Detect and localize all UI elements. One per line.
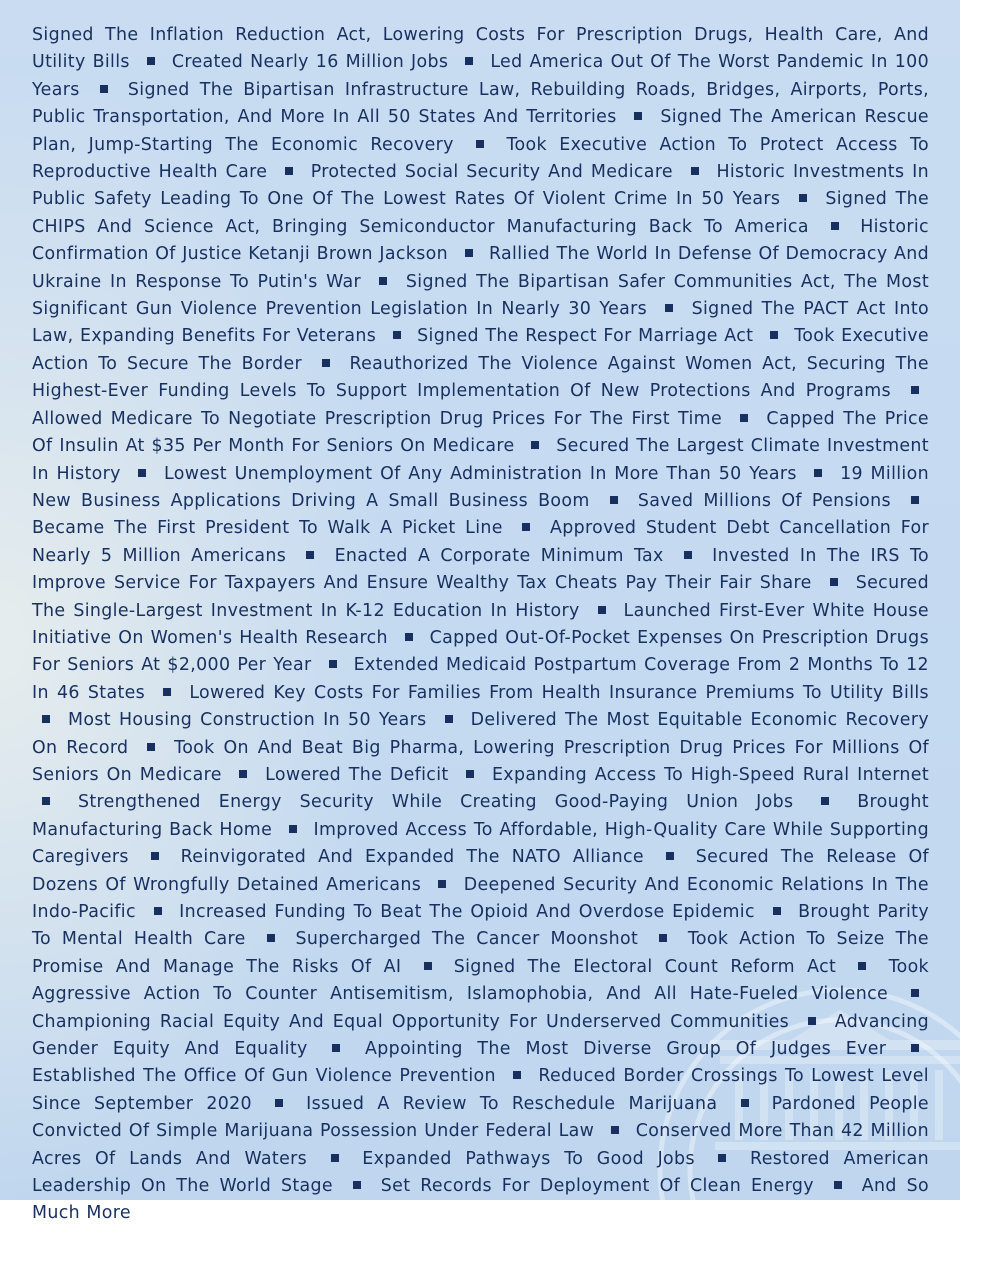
square-bullet-icon — [611, 1126, 619, 1134]
square-bullet-icon — [154, 907, 162, 915]
square-bullet-icon — [911, 496, 919, 504]
accomplishment-item: Capped Out-Of-Pocket Expenses On Prescription Drugs For Seniors At $2,000 Per Year — [32, 627, 929, 676]
accomplishment-item: Extended Medicaid Postpartum Coverage From 2 Months To 12 In 46 States — [32, 655, 929, 703]
accomplishment-item: Launched First-Ever White House Initiative On Women's Health Research — [32, 600, 929, 648]
square-bullet-icon — [830, 578, 838, 586]
square-bullet-icon — [405, 633, 413, 641]
accomplishment-item: Saved Millions Of Pensions — [637, 490, 891, 511]
square-bullet-icon — [659, 934, 667, 942]
square-bullet-icon — [331, 1154, 339, 1162]
accomplishment-item: Signed The Bipartisan Infrastructure Law, Rebuilding Roads, Bridges, Airports, Ports, Public Transportation, And More In All 50 States And Territories — [32, 79, 929, 128]
accomplishment-item: Brought Manufacturing Back Home — [32, 792, 929, 840]
square-bullet-icon — [322, 359, 330, 367]
accomplishment-item: Reauthorized The Violence Against Women Act, Securing The Highest-Ever Funding Levels To Support Implementation Of New Protections And Programs — [32, 353, 929, 402]
accomplishment-item: Invested In The IRS To Improve Service For Taxpayers And Ensure Wealthy Tax Cheats Pay Their Fair Share — [32, 545, 929, 594]
accomplishment-item: Became The First President To Walk A Picket Line — [32, 518, 503, 539]
accomplishment-item: Most Housing Construction In 50 Years — [68, 710, 427, 731]
square-bullet-icon — [684, 551, 692, 559]
square-bullet-icon — [163, 688, 171, 696]
square-bullet-icon — [329, 660, 337, 668]
accomplishment-item: Restored American Leadership On The World Stage — [32, 1148, 930, 1197]
accomplishment-item: Enacted A Corporate Minimum Tax — [334, 545, 664, 566]
accomplishment-item: Lowest Unemployment Of Any Administration In More Than 50 Years — [164, 463, 797, 484]
square-bullet-icon — [151, 852, 159, 860]
accomplishment-item: Created Nearly 16 Million Jobs — [171, 52, 449, 73]
accomplishment-item: Advancing Gender Equity And Equality — [32, 1011, 929, 1060]
square-bullet-icon — [634, 112, 642, 120]
accomplishment-item: Expanding Access To High-Speed Rural Internet — [491, 764, 929, 785]
square-bullet-icon — [665, 304, 673, 312]
square-bullet-icon — [147, 743, 155, 751]
square-bullet-icon — [831, 222, 839, 230]
square-bullet-icon — [740, 414, 748, 422]
accomplishment-item: Secured The Largest Climate Investment In History — [32, 436, 929, 484]
square-bullet-icon — [379, 277, 387, 285]
accomplishment-item: Signed The American Rescue Plan, Jump-Starting The Economic Recovery — [32, 107, 929, 155]
accomplishment-item: Historic Investments In Public Safety Leading To One Of The Lowest Rates Of Violent Crime In 50 Years — [32, 162, 929, 210]
accomplishment-item: Signed The Bipartisan Safer Communities Act, The Most Significant Gun Violence Prevention Legislation In Nearly 30 Years — [32, 271, 929, 320]
square-bullet-icon — [808, 1017, 816, 1025]
accomplishment-item: Led America Out Of The Worst Pandemic In 100 Years — [32, 52, 929, 100]
square-bullet-icon — [466, 770, 474, 778]
accomplishment-item: Conserved More Than 42 Million Acres Of Lands And Waters — [32, 1121, 930, 1169]
accomplishment-item: Lowered The Deficit — [265, 764, 449, 785]
accomplishment-item: Established The Office Of Gun Violence Prevention — [32, 1066, 496, 1087]
square-bullet-icon — [718, 1154, 726, 1162]
accomplishment-item: Reduced Border Crossings To Lowest Level Since September 2020 — [32, 1066, 929, 1114]
square-bullet-icon — [770, 331, 778, 339]
square-bullet-icon — [275, 1099, 283, 1107]
accomplishment-item: Allowed Medicare To Negotiate Prescription Drug Prices For The First Time — [32, 408, 723, 429]
accomplishment-item: Took On And Beat Big Pharma, Lowering Prescription Drug Prices For Millions Of Seniors On Medicare — [32, 737, 929, 785]
square-bullet-icon — [285, 167, 293, 175]
square-bullet-icon — [267, 934, 275, 942]
square-bullet-icon — [666, 852, 674, 860]
square-bullet-icon — [598, 606, 606, 614]
square-bullet-icon — [513, 1071, 521, 1079]
accomplishment-item: 19 Million New Business Applications Driving A Small Business Boom — [32, 463, 929, 511]
accomplishment-item: Reinvigorated And Expanded The NATO Alliance — [180, 847, 644, 868]
accomplishment-item: Increased Funding To Beat The Opioid And Overdose Epidemic — [179, 902, 755, 922]
accomplishment-item: Expanded Pathways To Good Jobs — [362, 1148, 695, 1169]
accomplishment-item: Improved Access To Affordable, High-Quality Care While Supporting Caregivers — [32, 819, 929, 868]
square-bullet-icon — [814, 469, 822, 477]
square-bullet-icon — [691, 167, 699, 175]
square-bullet-icon — [438, 880, 446, 888]
square-bullet-icon — [799, 194, 807, 202]
square-bullet-icon — [445, 715, 453, 723]
square-bullet-icon — [522, 523, 530, 531]
accomplishment-item: Appointing The Most Diverse Group Of Judges Ever — [365, 1039, 887, 1060]
square-bullet-icon — [773, 907, 781, 915]
accomplishment-item: Rallied The World In Defense Of Democracy And Ukraine In Response To Putin's War — [32, 244, 929, 292]
accomplishment-item: Signed The Respect For Marriage Act — [417, 326, 754, 347]
accomplishment-item: Pardoned People Convicted Of Simple Marijuana Possession Under Federal Law — [32, 1093, 929, 1142]
accomplishment-item: Championing Racial Equity And Equal Opportunity For Underserved Communities — [32, 1011, 790, 1032]
accomplishment-item: Supercharged The Cancer Moonshot — [295, 929, 639, 950]
accomplishment-item: Signed The PACT Act Into Law, Expanding Benefits For Veterans — [32, 299, 929, 347]
accomplishment-item: Capped The Price Of Insulin At $35 Per Month For Seniors On Medicare — [32, 408, 929, 457]
accomplishment-item: Secured The Single-Largest Investment In K-12 Education In History — [32, 573, 929, 621]
accomplishment-item: Secured The Release Of Dozens Of Wrongfully Detained Americans — [32, 847, 929, 895]
square-bullet-icon — [911, 1044, 919, 1052]
square-bullet-icon — [858, 962, 866, 970]
square-bullet-icon — [476, 140, 484, 148]
square-bullet-icon — [610, 496, 618, 504]
square-bullet-icon — [911, 386, 919, 394]
square-bullet-icon — [147, 57, 155, 65]
accomplishment-item: Issued A Review To Reschedule Marijuana — [306, 1093, 718, 1114]
square-bullet-icon — [100, 85, 108, 93]
accomplishment-item: Approved Student Debt Cancellation For Nearly 5 Million Americans — [32, 518, 929, 566]
accomplishment-item: Took Executive Action To Protect Access To Reproductive Health Care — [32, 134, 929, 183]
square-bullet-icon — [306, 551, 314, 559]
accomplishment-item: Delivered The Most Equitable Economic Recovery On Record — [32, 710, 929, 758]
accomplishment-item: Signed The Inflation Reduction Act, Lowering Costs For Prescription Drugs, Health Care, And Utility Bills — [32, 25, 929, 73]
accomplishment-item: Lowered Key Costs For Families From Health Insurance Premiums To Utility Bills — [189, 682, 929, 703]
square-bullet-icon — [424, 962, 432, 970]
square-bullet-icon — [353, 1181, 361, 1189]
square-bullet-icon — [42, 797, 50, 805]
square-bullet-icon — [531, 441, 539, 449]
square-bullet-icon — [289, 825, 297, 833]
square-bullet-icon — [465, 57, 473, 65]
accomplishment-item: Brought Parity To Mental Health Care — [32, 902, 929, 950]
accomplishment-item: Took Executive Action To Secure The Border — [32, 326, 929, 374]
square-bullet-icon — [239, 770, 247, 778]
square-bullet-icon — [911, 989, 919, 997]
accomplishments-text — [32, 22, 929, 1228]
square-bullet-icon — [42, 715, 50, 723]
accomplishment-item: Set Records For Deployment Of Clean Energy — [380, 1176, 814, 1197]
accomplishment-item: Protected Social Security And Medicare — [310, 162, 673, 183]
square-bullet-icon — [138, 469, 146, 477]
square-bullet-icon — [465, 249, 473, 257]
accomplishment-item: Deepened Security And Economic Relations In The Indo-Pacific — [32, 874, 929, 922]
accomplishment-item: Signed The CHIPS And Science Act, Bringing Semiconductor Manufacturing Back To America — [32, 189, 929, 237]
accomplishment-item: Historic Confirmation Of Justice Ketanji Brown Jackson — [32, 216, 929, 265]
square-bullet-icon — [834, 1181, 842, 1189]
square-bullet-icon — [332, 1044, 340, 1052]
accomplishment-item: Took Aggressive Action To Counter Antisemitism, Islamophobia, And All Hate-Fueled Violence — [32, 956, 929, 1005]
square-bullet-icon — [393, 331, 401, 339]
accomplishment-item: And So Much More — [32, 1176, 929, 1224]
square-bullet-icon — [821, 797, 829, 805]
square-bullet-icon — [741, 1099, 749, 1107]
accomplishment-item: Took Action To Seize The Promise And Manage The Risks Of AI — [32, 929, 929, 977]
accomplishment-item: Strengthened Energy Security While Creating Good-Paying Union Jobs — [77, 792, 794, 813]
accomplishment-item: Signed The Electoral Count Reform Act — [453, 956, 837, 977]
